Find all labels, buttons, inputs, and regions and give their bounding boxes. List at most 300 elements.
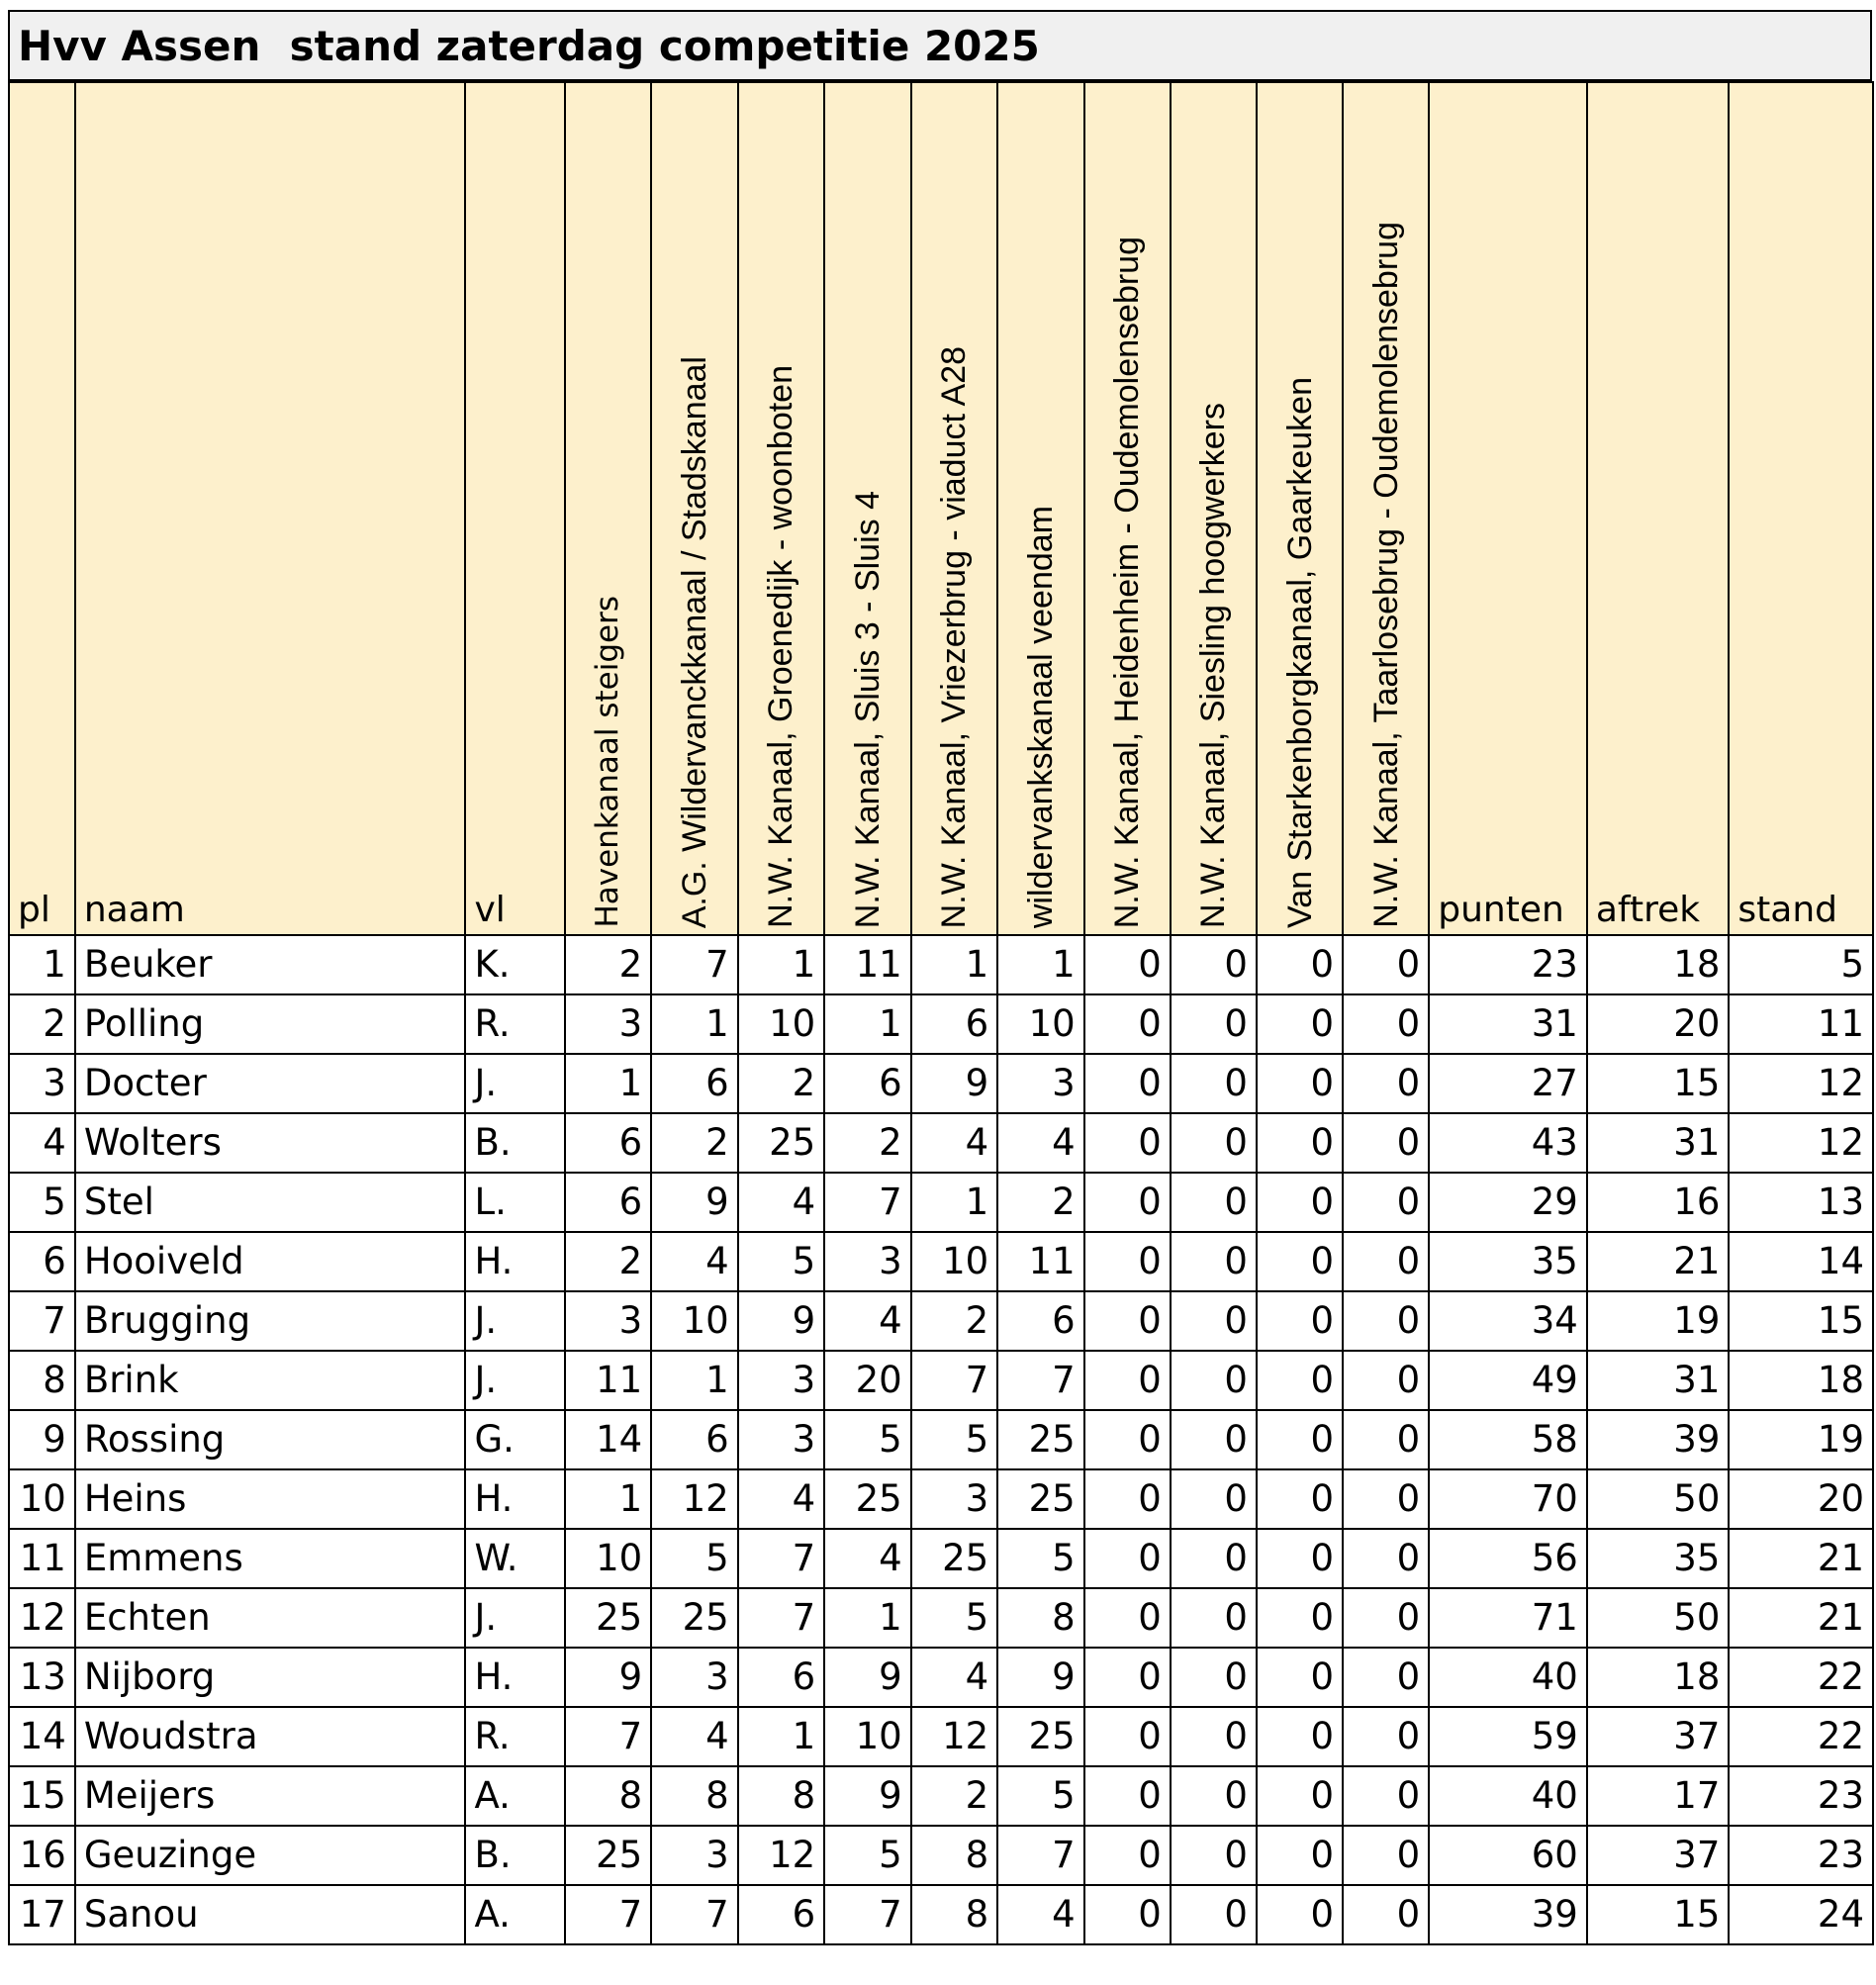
- cell-score: 25: [997, 1469, 1084, 1529]
- header-round-label: N.W. Kanaal, Vriezerbrug - viaduct A28: [935, 345, 974, 928]
- cell-stand: 11: [1729, 994, 1873, 1054]
- cell-pl: 10: [9, 1469, 75, 1529]
- cell-score: 0: [1343, 1529, 1429, 1588]
- cell-score: 2: [997, 1173, 1084, 1232]
- table-row: [9, 1410, 1873, 1469]
- table-row: [9, 1173, 1873, 1232]
- cell-score: 7: [565, 1707, 652, 1766]
- cell-score: 0: [1257, 1826, 1343, 1885]
- cell-score: 1: [911, 1173, 998, 1232]
- cell-aftrek: 15: [1587, 1885, 1730, 1944]
- cell-score: 0: [1084, 1469, 1171, 1529]
- cell-naam: Nijborg: [75, 1648, 466, 1707]
- header-row: [9, 82, 1873, 935]
- cell-score: 0: [1257, 1291, 1343, 1351]
- cell-score: 0: [1084, 1113, 1171, 1173]
- cell-score: 1: [738, 1707, 825, 1766]
- table-row: [9, 1588, 1873, 1648]
- cell-score: 2: [565, 1232, 652, 1291]
- cell-score: 0: [1343, 994, 1429, 1054]
- cell-score: 25: [997, 1410, 1084, 1469]
- cell-score: 4: [824, 1291, 911, 1351]
- cell-score: 7: [651, 935, 738, 994]
- cell-score: 1: [824, 994, 911, 1054]
- cell-pl: 9: [9, 1410, 75, 1469]
- cell-pl: 6: [9, 1232, 75, 1291]
- cell-aftrek: 18: [1587, 1648, 1730, 1707]
- cell-score: 6: [565, 1173, 652, 1232]
- cell-punten: 39: [1429, 1885, 1587, 1944]
- cell-score: 6: [651, 1054, 738, 1113]
- cell-stand: 12: [1729, 1113, 1873, 1173]
- header-round-label: N.W. Kanaal, Sluis 3 - Sluis 4: [848, 490, 887, 928]
- cell-score: 0: [1257, 1588, 1343, 1648]
- cell-score: 0: [1171, 1291, 1257, 1351]
- cell-score: 6: [565, 1113, 652, 1173]
- cell-naam: Beuker: [75, 935, 466, 994]
- cell-vl: H.: [465, 1469, 564, 1529]
- cell-score: 5: [738, 1232, 825, 1291]
- cell-score: 7: [997, 1351, 1084, 1410]
- table-row: [9, 1648, 1873, 1707]
- cell-vl: R.: [465, 994, 564, 1054]
- standings-sheet: [8, 10, 1874, 1979]
- cell-score: 0: [1343, 935, 1429, 994]
- cell-aftrek: 21: [1587, 1232, 1730, 1291]
- cell-punten: 60: [1429, 1826, 1587, 1885]
- header-punten: punten: [1429, 82, 1587, 935]
- cell-stand: 12: [1729, 1054, 1873, 1113]
- cell-score: 0: [1171, 1054, 1257, 1113]
- cell-vl: J.: [465, 1054, 564, 1113]
- cell-score: 0: [1084, 1648, 1171, 1707]
- cell-score: 7: [824, 1885, 911, 1944]
- cell-stand: 15: [1729, 1291, 1873, 1351]
- cell-score: 9: [565, 1648, 652, 1707]
- cell-aftrek: 18: [1587, 935, 1730, 994]
- cell-score: 4: [911, 1113, 998, 1173]
- cell-aftrek: 15: [1587, 1054, 1730, 1113]
- cell-score: 0: [1343, 1410, 1429, 1469]
- header-round-2: [651, 82, 738, 935]
- cell-score: 11: [824, 935, 911, 994]
- cell-score: 3: [651, 1648, 738, 1707]
- cell-score: 7: [824, 1173, 911, 1232]
- cell-naam: Brink: [75, 1351, 466, 1410]
- cell-aftrek: 50: [1587, 1588, 1730, 1648]
- cell-pl: 15: [9, 1766, 75, 1826]
- cell-score: 20: [824, 1351, 911, 1410]
- cell-score: 14: [565, 1410, 652, 1469]
- header-round-label: Havenkanaal steigers: [590, 596, 626, 928]
- cell-score: 9: [911, 1054, 998, 1113]
- header-round-4: [824, 82, 911, 935]
- cell-score: 4: [824, 1529, 911, 1588]
- cell-score: 5: [997, 1766, 1084, 1826]
- cell-score: 25: [651, 1588, 738, 1648]
- cell-aftrek: 37: [1587, 1826, 1730, 1885]
- cell-score: 3: [565, 994, 652, 1054]
- cell-score: 2: [911, 1766, 998, 1826]
- cell-naam: Wolters: [75, 1113, 466, 1173]
- cell-score: 6: [997, 1291, 1084, 1351]
- cell-punten: 40: [1429, 1648, 1587, 1707]
- cell-stand: 5: [1729, 935, 1873, 994]
- cell-score: 0: [1084, 1766, 1171, 1826]
- cell-score: 9: [997, 1648, 1084, 1707]
- cell-score: 2: [651, 1113, 738, 1173]
- cell-score: 0: [1171, 1173, 1257, 1232]
- cell-stand: 22: [1729, 1648, 1873, 1707]
- cell-punten: 56: [1429, 1529, 1587, 1588]
- cell-score: 0: [1171, 1588, 1257, 1648]
- header-round-10: [1343, 82, 1429, 935]
- header-round-7: [1084, 82, 1171, 935]
- table-row: [9, 1291, 1873, 1351]
- cell-score: 0: [1257, 1054, 1343, 1113]
- cell-score: 8: [565, 1766, 652, 1826]
- cell-score: 10: [738, 994, 825, 1054]
- cell-naam: Docter: [75, 1054, 466, 1113]
- cell-score: 12: [911, 1707, 998, 1766]
- cell-vl: A.: [465, 1766, 564, 1826]
- cell-score: 9: [824, 1648, 911, 1707]
- cell-punten: 49: [1429, 1351, 1587, 1410]
- cell-vl: K.: [465, 935, 564, 994]
- cell-score: 4: [651, 1707, 738, 1766]
- cell-score: 6: [824, 1054, 911, 1113]
- cell-pl: 13: [9, 1648, 75, 1707]
- cell-score: 3: [738, 1410, 825, 1469]
- table-row: [9, 1232, 1873, 1291]
- cell-vl: W.: [465, 1529, 564, 1588]
- header-aftrek: aftrek: [1587, 82, 1730, 935]
- cell-score: 0: [1171, 1707, 1257, 1766]
- cell-naam: Heins: [75, 1469, 466, 1529]
- cell-score: 3: [824, 1232, 911, 1291]
- cell-score: 8: [738, 1766, 825, 1826]
- cell-score: 1: [824, 1588, 911, 1648]
- cell-score: 3: [565, 1291, 652, 1351]
- table-row: [9, 1826, 1873, 1885]
- cell-score: 0: [1171, 1826, 1257, 1885]
- cell-vl: B.: [465, 1113, 564, 1173]
- cell-score: 0: [1343, 1232, 1429, 1291]
- cell-score: 2: [738, 1054, 825, 1113]
- cell-score: 1: [997, 935, 1084, 994]
- header-round-8: [1171, 82, 1257, 935]
- cell-score: 8: [911, 1885, 998, 1944]
- cell-score: 9: [824, 1766, 911, 1826]
- cell-score: 3: [651, 1826, 738, 1885]
- cell-score: 10: [651, 1291, 738, 1351]
- cell-score: 8: [911, 1826, 998, 1885]
- table-row: [9, 1113, 1873, 1173]
- cell-score: 5: [911, 1588, 998, 1648]
- cell-score: 3: [738, 1351, 825, 1410]
- cell-score: 5: [824, 1826, 911, 1885]
- cell-score: 3: [997, 1054, 1084, 1113]
- sheet-title: Hvv Assen stand zaterdag competitie 2025: [8, 10, 1872, 81]
- cell-punten: 71: [1429, 1588, 1587, 1648]
- cell-score: 25: [565, 1588, 652, 1648]
- cell-stand: 19: [1729, 1410, 1873, 1469]
- cell-pl: 17: [9, 1885, 75, 1944]
- cell-score: 25: [911, 1529, 998, 1588]
- cell-pl: 2: [9, 994, 75, 1054]
- header-pl: pl: [9, 82, 75, 935]
- cell-punten: 70: [1429, 1469, 1587, 1529]
- cell-score: 7: [565, 1885, 652, 1944]
- cell-score: 0: [1084, 1232, 1171, 1291]
- table-row: [9, 1351, 1873, 1410]
- cell-score: 0: [1084, 935, 1171, 994]
- cell-vl: A.: [465, 1885, 564, 1944]
- cell-score: 2: [565, 935, 652, 994]
- cell-score: 12: [651, 1469, 738, 1529]
- cell-score: 0: [1084, 1707, 1171, 1766]
- cell-vl: H.: [465, 1232, 564, 1291]
- cell-stand: 24: [1729, 1885, 1873, 1944]
- cell-score: 0: [1257, 1351, 1343, 1410]
- cell-pl: 14: [9, 1707, 75, 1766]
- cell-punten: 58: [1429, 1410, 1587, 1469]
- cell-naam: Meijers: [75, 1766, 466, 1826]
- table-row: [9, 1885, 1873, 1944]
- cell-stand: 18: [1729, 1351, 1873, 1410]
- cell-score: 0: [1171, 1351, 1257, 1410]
- cell-score: 0: [1343, 1054, 1429, 1113]
- cell-score: 8: [997, 1588, 1084, 1648]
- header-vl: vl: [465, 82, 564, 935]
- header-round-1: [565, 82, 652, 935]
- table-row: [9, 994, 1873, 1054]
- cell-score: 0: [1257, 1469, 1343, 1529]
- cell-aftrek: 16: [1587, 1173, 1730, 1232]
- header-round-9: [1257, 82, 1343, 935]
- header-naam: naam: [75, 82, 466, 935]
- cell-score: 5: [911, 1410, 998, 1469]
- cell-naam: Echten: [75, 1588, 466, 1648]
- cell-stand: 14: [1729, 1232, 1873, 1291]
- cell-score: 0: [1084, 1410, 1171, 1469]
- cell-punten: 29: [1429, 1173, 1587, 1232]
- table-row: [9, 1054, 1873, 1113]
- cell-score: 0: [1343, 1826, 1429, 1885]
- cell-score: 0: [1257, 1173, 1343, 1232]
- header-round-5: [911, 82, 998, 935]
- cell-punten: 35: [1429, 1232, 1587, 1291]
- cell-vl: L.: [465, 1173, 564, 1232]
- cell-pl: 4: [9, 1113, 75, 1173]
- cell-punten: 40: [1429, 1766, 1587, 1826]
- cell-score: 12: [738, 1826, 825, 1885]
- cell-vl: J.: [465, 1588, 564, 1648]
- cell-score: 7: [911, 1351, 998, 1410]
- cell-score: 0: [1343, 1885, 1429, 1944]
- cell-punten: 59: [1429, 1707, 1587, 1766]
- cell-naam: Emmens: [75, 1529, 466, 1588]
- cell-score: 0: [1171, 1410, 1257, 1469]
- cell-score: 0: [1171, 1113, 1257, 1173]
- cell-pl: 3: [9, 1054, 75, 1113]
- cell-score: 9: [738, 1291, 825, 1351]
- cell-score: 10: [824, 1707, 911, 1766]
- cell-score: 10: [997, 994, 1084, 1054]
- cell-score: 0: [1084, 1588, 1171, 1648]
- cell-score: 25: [738, 1113, 825, 1173]
- cell-score: 6: [651, 1410, 738, 1469]
- cell-stand: 23: [1729, 1826, 1873, 1885]
- cell-naam: Brugging: [75, 1291, 466, 1351]
- cell-vl: H.: [465, 1648, 564, 1707]
- cell-score: 0: [1084, 1826, 1171, 1885]
- cell-punten: 23: [1429, 935, 1587, 994]
- cell-aftrek: 35: [1587, 1529, 1730, 1588]
- cell-score: 0: [1257, 1113, 1343, 1173]
- cell-score: 0: [1171, 1648, 1257, 1707]
- cell-aftrek: 19: [1587, 1291, 1730, 1351]
- cell-score: 0: [1343, 1113, 1429, 1173]
- cell-score: 4: [738, 1173, 825, 1232]
- cell-punten: 27: [1429, 1054, 1587, 1113]
- cell-score: 0: [1171, 1232, 1257, 1291]
- cell-score: 0: [1171, 1469, 1257, 1529]
- cell-naam: Rossing: [75, 1410, 466, 1469]
- cell-score: 0: [1257, 1885, 1343, 1944]
- cell-score: 2: [911, 1291, 998, 1351]
- cell-vl: R.: [465, 1707, 564, 1766]
- cell-score: 6: [911, 994, 998, 1054]
- table-row: [9, 1469, 1873, 1529]
- cell-score: 0: [1257, 994, 1343, 1054]
- cell-aftrek: 31: [1587, 1351, 1730, 1410]
- cell-score: 10: [565, 1529, 652, 1588]
- cell-aftrek: 50: [1587, 1469, 1730, 1529]
- cell-score: 4: [997, 1885, 1084, 1944]
- cell-score: 0: [1343, 1351, 1429, 1410]
- cell-score: 0: [1343, 1648, 1429, 1707]
- cell-score: 0: [1257, 935, 1343, 994]
- cell-aftrek: 17: [1587, 1766, 1730, 1826]
- cell-score: 3: [911, 1469, 998, 1529]
- cell-score: 0: [1084, 994, 1171, 1054]
- table-body: [9, 935, 1873, 1944]
- cell-pl: 8: [9, 1351, 75, 1410]
- cell-naam: Sanou: [75, 1885, 466, 1944]
- cell-score: 4: [651, 1232, 738, 1291]
- cell-aftrek: 39: [1587, 1410, 1730, 1469]
- cell-score: 0: [1257, 1410, 1343, 1469]
- cell-score: 0: [1343, 1707, 1429, 1766]
- header-round-label: N.W. Kanaal, Taarlosebrug - Oudemolensebrug: [1366, 222, 1405, 928]
- cell-aftrek: 20: [1587, 994, 1730, 1054]
- cell-score: 1: [738, 935, 825, 994]
- cell-score: 0: [1084, 1885, 1171, 1944]
- cell-naam: Hooiveld: [75, 1232, 466, 1291]
- cell-score: 7: [997, 1826, 1084, 1885]
- cell-score: 0: [1171, 994, 1257, 1054]
- cell-naam: Stel: [75, 1173, 466, 1232]
- cell-score: 0: [1171, 1766, 1257, 1826]
- table-row: [9, 1766, 1873, 1826]
- header-stand: stand: [1729, 82, 1873, 935]
- cell-score: 0: [1084, 1529, 1171, 1588]
- cell-stand: 13: [1729, 1173, 1873, 1232]
- table-row: [9, 935, 1873, 994]
- cell-vl: J.: [465, 1351, 564, 1410]
- cell-score: 0: [1343, 1173, 1429, 1232]
- cell-pl: 5: [9, 1173, 75, 1232]
- cell-aftrek: 31: [1587, 1113, 1730, 1173]
- cell-score: 2: [824, 1113, 911, 1173]
- cell-stand: 22: [1729, 1707, 1873, 1766]
- cell-stand: 23: [1729, 1766, 1873, 1826]
- table-row: [9, 1529, 1873, 1588]
- cell-score: 0: [1257, 1707, 1343, 1766]
- cell-pl: 11: [9, 1529, 75, 1588]
- header-round-6: [997, 82, 1084, 935]
- cell-vl: B.: [465, 1826, 564, 1885]
- header-round-label: wildervankskanaal veendam: [1021, 505, 1060, 928]
- cell-score: 11: [565, 1351, 652, 1410]
- cell-score: 0: [1343, 1469, 1429, 1529]
- cell-score: 0: [1343, 1766, 1429, 1826]
- cell-score: 4: [997, 1113, 1084, 1173]
- cell-score: 11: [997, 1232, 1084, 1291]
- cell-score: 7: [651, 1885, 738, 1944]
- cell-score: 10: [911, 1232, 998, 1291]
- cell-score: 0: [1084, 1291, 1171, 1351]
- cell-score: 4: [738, 1469, 825, 1529]
- cell-naam: Polling: [75, 994, 466, 1054]
- header-round-label: N.W. Kanaal, Heidenheim - Oudemolensebrug: [1108, 236, 1147, 928]
- cell-score: 1: [651, 1351, 738, 1410]
- cell-vl: J.: [465, 1291, 564, 1351]
- cell-score: 9: [651, 1173, 738, 1232]
- table-row: [9, 1707, 1873, 1766]
- cell-score: 1: [565, 1054, 652, 1113]
- cell-aftrek: 37: [1587, 1707, 1730, 1766]
- cell-pl: 12: [9, 1588, 75, 1648]
- cell-pl: 1: [9, 935, 75, 994]
- cell-punten: 31: [1429, 994, 1587, 1054]
- cell-pl: 7: [9, 1291, 75, 1351]
- cell-stand: 20: [1729, 1469, 1873, 1529]
- cell-score: 5: [824, 1410, 911, 1469]
- header-round-label: N.W. Kanaal, Siesling hoogwerkers: [1194, 402, 1233, 928]
- cell-punten: 43: [1429, 1113, 1587, 1173]
- header-round-label: A.G. Wildervanckkanaal / Stadskanaal: [675, 355, 713, 928]
- cell-naam: Woudstra: [75, 1707, 466, 1766]
- cell-score: 0: [1343, 1291, 1429, 1351]
- cell-score: 4: [911, 1648, 998, 1707]
- cell-pl: 16: [9, 1826, 75, 1885]
- cell-naam: Geuzinge: [75, 1826, 466, 1885]
- cell-score: 0: [1171, 1885, 1257, 1944]
- cell-score: 25: [824, 1469, 911, 1529]
- cell-stand: 21: [1729, 1588, 1873, 1648]
- cell-vl: G.: [465, 1410, 564, 1469]
- cell-score: 6: [738, 1885, 825, 1944]
- cell-score: 0: [1084, 1351, 1171, 1410]
- cell-score: 0: [1084, 1173, 1171, 1232]
- cell-score: 25: [997, 1707, 1084, 1766]
- cell-score: 0: [1257, 1232, 1343, 1291]
- header-round-3: [738, 82, 825, 935]
- cell-score: 0: [1171, 935, 1257, 994]
- cell-score: 0: [1257, 1648, 1343, 1707]
